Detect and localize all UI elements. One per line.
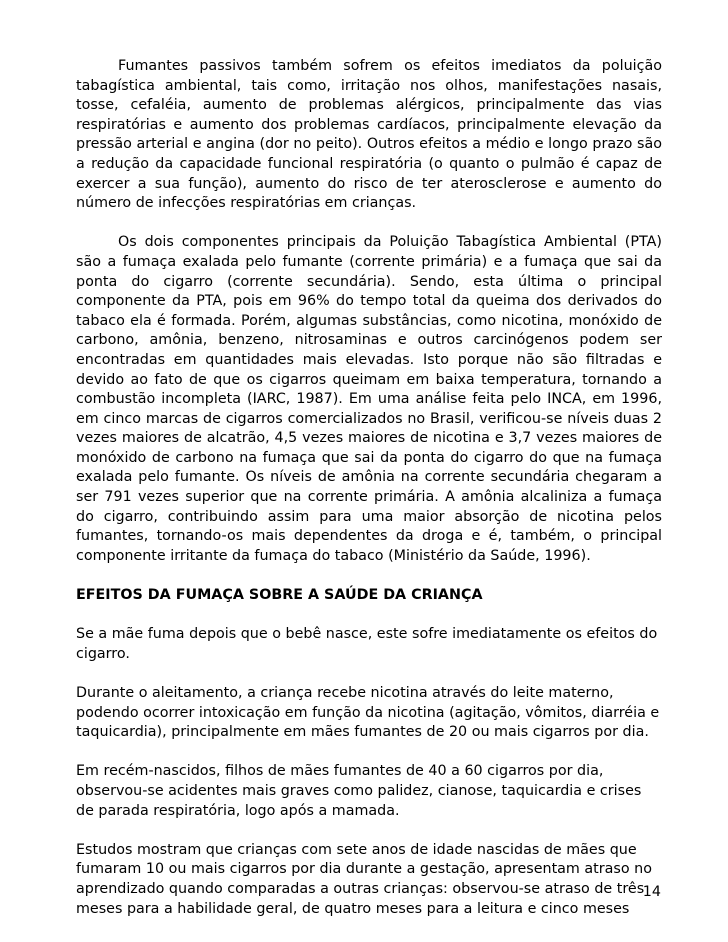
paragraph-breastfeeding: Durante o aleitamento, a criança recebe nicotina através do leite materno, podendo ocorrer intoxicação em função da nicotina (agitação, vômitos, diarréia e taquicardia), principalmente em mães fumantes de 20 ou mais cigarros por dia. (76, 685, 660, 741)
paragraph-studies: Estudos mostram que crianças com sete anos de idade nascidas de mães que fumaram 10 ou mais cigarros por dia durante a gestação, apresentam atraso no aprendizado quando comparadas a outras crianças: observou-se atraso de três meses para a habilidade geral, de quatro meses para a leitura e cinco meses (76, 841, 652, 917)
section-heading: EFEITOS DA FUMAÇA SOBRE A SAÚDE DA CRIANÇA (76, 587, 483, 604)
paragraph-pta-components: Os dois componentes principais da Poluição Tabagística Ambiental (PTA) são a fumaça exalada pelo fumante (corrente primária) e a fumaça que sai da ponta do cigarro (corrente secundária). Sendo, esta última o principal componente da PTA, pois em 96% do tempo total da queima dos derivados do tabaco ela é formada. Porém, algumas substâncias, como nicotina, monóxido de carbono, amônia, benzeno, nitrosaminas e outros carcinógenos podem ser encontradas em quantidades mais elevadas. Isto porque não são filtradas e devido ao fato de que os cigarros queimam em baixa temperatura, tornando a combustão incompleta (IARC, 1987). Em uma análise feita pelo INCA, em 1996, em cinco marcas de cigarros comercializados no Brasil, verificou-se níveis duas 2 vezes maiores de alcatrão, 4,5 vezes maiores de nicotina e 3,7 vezes maiores de monóxido de carbono na fumaça que sai da ponta do cigarro do que na fumaça exalada pelo fumante. Os níveis de amônia na corrente secundária chegaram a ser 791 vezes superior que na corrente primária. A amônia alcaliniza a fumaça do cigarro, contribuindo assim para uma maior absorção de nicotina pelos fumantes, tornando-os mais dependentes da droga e é, também, o principal componente irritante da fumaça do tabaco (Ministério da Saúde, 1996). (76, 234, 662, 564)
paragraph-newborns: Em recém-nascidos, filhos de mães fumantes de 40 a 60 cigarros por dia, observou-se acidentes mais graves como palidez, cianose, taquicardia e crises de parada respiratória, logo após a mamada. (76, 763, 642, 819)
page-number: 14 (642, 884, 661, 900)
paragraph-mother-smokes: Se a mãe fuma depois que o bebê nasce, este sofre imediatamente os efeitos do cigarro. (76, 626, 658, 662)
page-content (76, 57, 662, 919)
paragraph-passive-smokers: Fumantes passivos também sofrem os efeitos imediatos da poluição tabagística ambiental, tais como, irritação nos olhos, manifestações nasais, tosse, cefaléia, aumento de problemas alérgicos, principalmente das vias respiratórias e aumento dos problemas cardíacos, principalmente elevação da pressão arterial e angina (dor no peito). Outros efeitos a médio e longo prazo são a redução da capacidade funcional respiratória (o quanto o pulmão é capaz de exercer a sua função), aumento do risco de ter aterosclerose e aumento do número de infecções respiratórias em crianças. (76, 58, 662, 212)
